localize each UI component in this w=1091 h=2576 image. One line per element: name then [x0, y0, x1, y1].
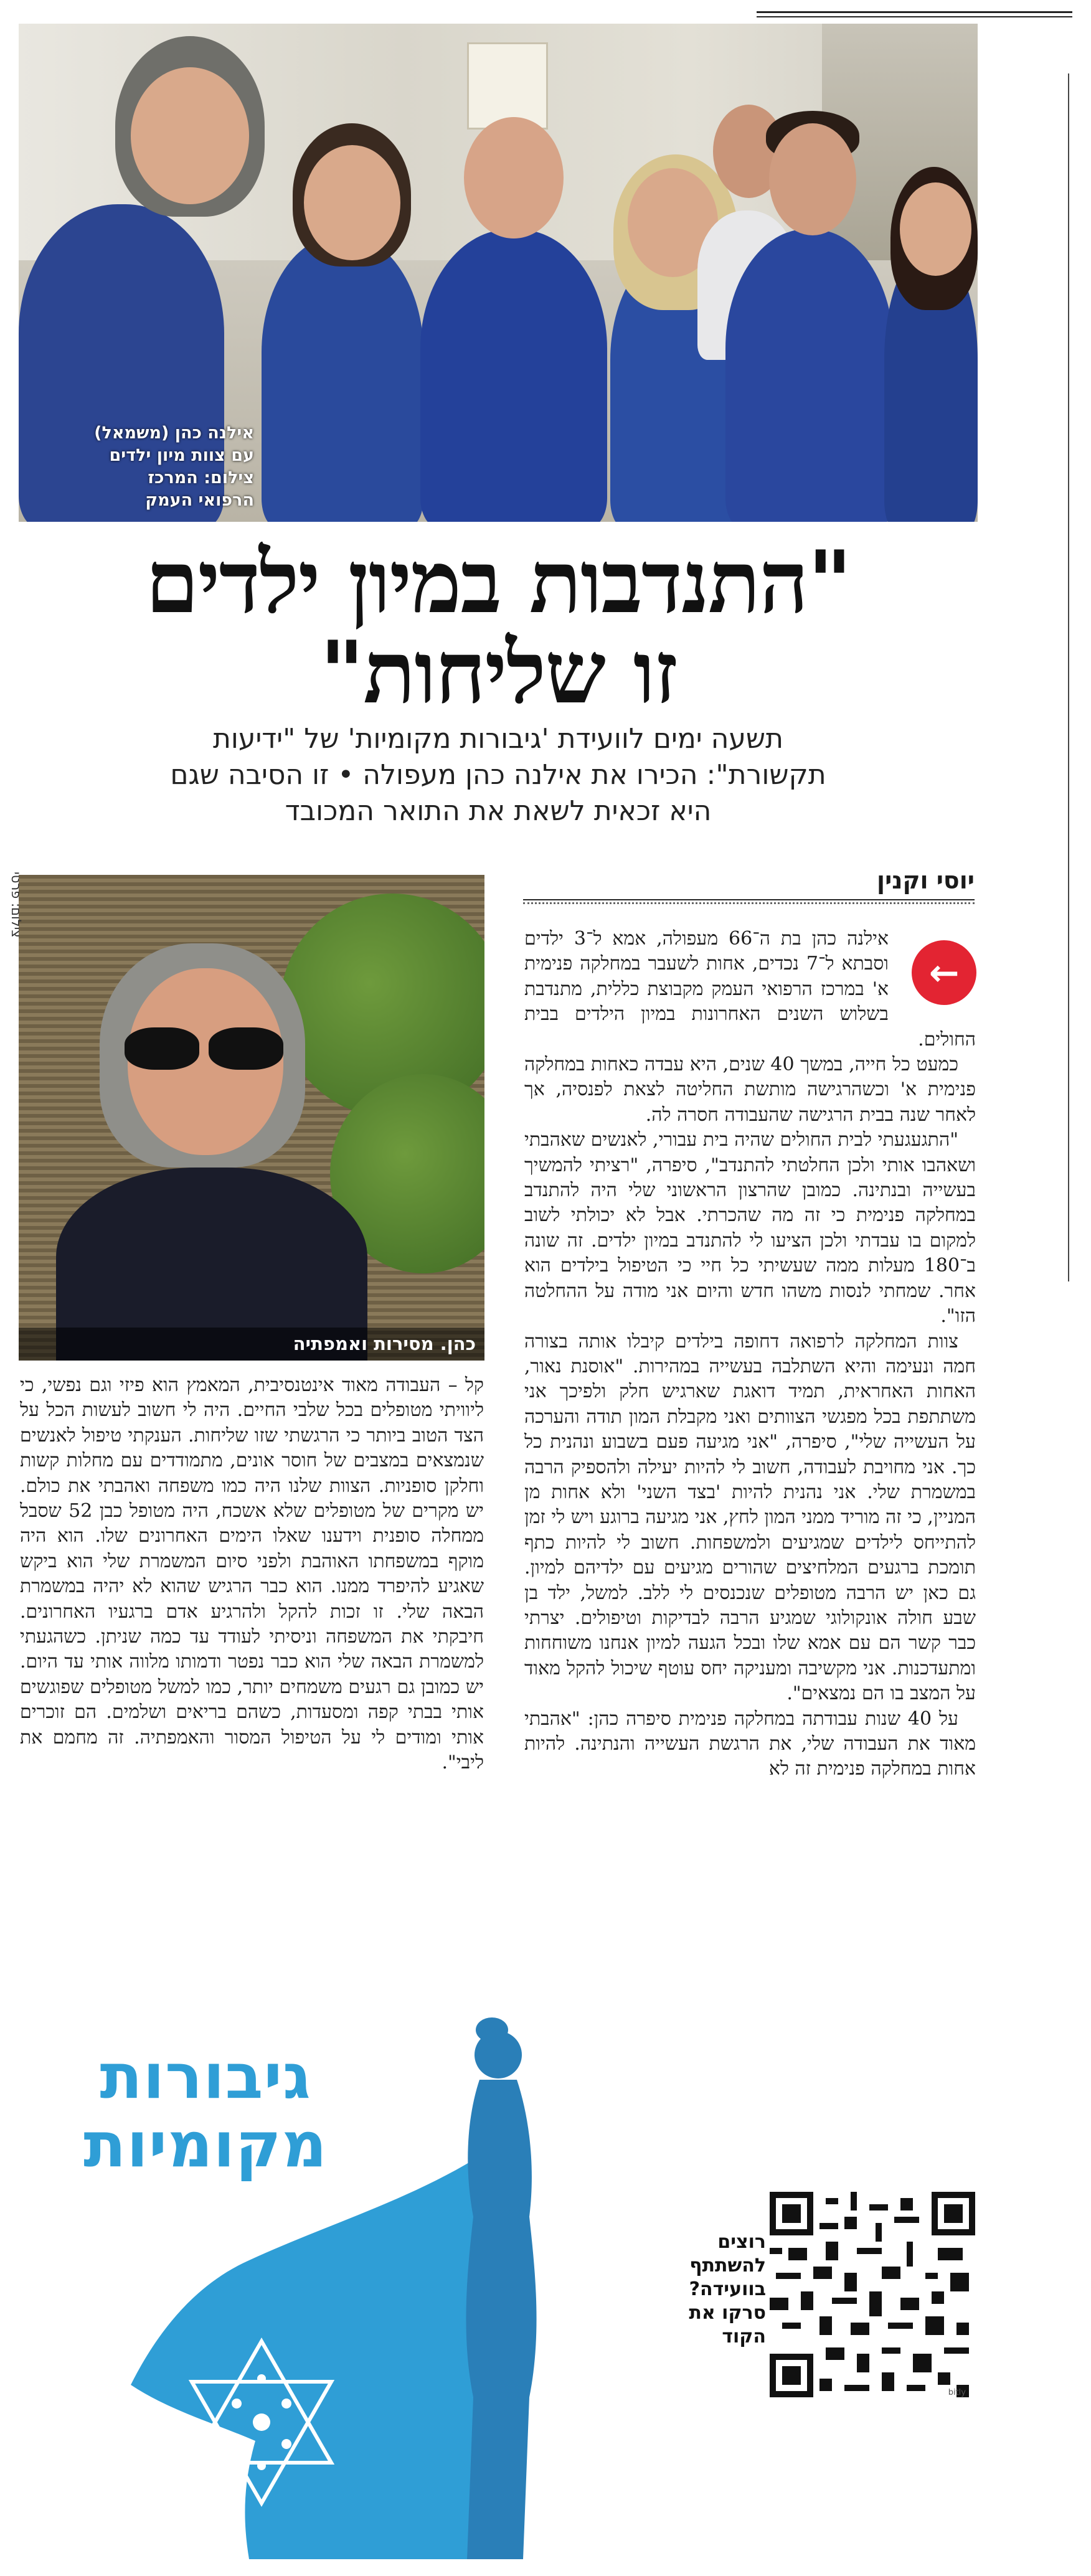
person-6-head: [769, 123, 856, 235]
portrait-photo: [19, 875, 484, 1361]
person-2-head: [304, 145, 400, 260]
person-ilana-head: [131, 67, 249, 204]
article-paragraph-3: "התגעגעתי לבית החולים שהיה בית עבורי, לאנשים שאהבתי ושאהבו אותי ולכן החלטתי להתנדב", סיפרה, "רציתי להמשיך בעשייה ובנתינה. כמובן שהרצון הראשוני שלי היה להתנדב במחלקה פנימית כי זה מה שהכרתי. אבל לא יכולתי לשוב למקום בו עבדתי ולכן הציעו לי להתנדב במיון ילדים. זה שונה ב־180 מעלות ממה שעשיתי כל חיי כי הטיפול בילדים הוא אחר. שמחתי לנסות משהו חדש והיום אני מודה על ההחלטה הזו".: [524, 1129, 976, 1328]
photo-caption-team: עם צוות מיון ילדים: [109, 446, 254, 465]
article-paragraph-6: קל – העבודה מאוד אינטנסיבית, המאמץ הוא פיזי וגם נפשי, כי ליוויתי מטופלים בכל שלבי החיים. היה לי חשוב לעשות הכל על הצד הטוב ביותר כי הרגשתי שזו שליחות. הענקתי טיפול לאנשים שנמצאים במצבים של חוסר אונים, מתמודדים עם מחלות קשות וחלקן סופניות. הצוות שלנו היה כמו משפחה ואהבתי את כולם. יש מקרים של מטופלים שלא אשכח, היה מטופל כבן 52 שסבל ממחלה סופנית וידענו שאלו הימים האחרונים שלו. הוא היה מוקף במשפחתו האוהבת ולפני סיום המשמרת שלי הוא ביקש שאגיע להיפרד ממנו. הוא כבר הרגיש שהוא לא יהיה במשמרת הבאה שלי. זו זכות להקל ולהרגיע אדם ברגעיו האחרונים. חיבקתי את המשפחה וניסיתי לעודד עד כמה שניתן. כשהגעתי למשמרת הבאה שלי הוא כבר נפטר ודמותו מלווה אותי עד היום. יש כמובן גם רגעים משמחים יותר, כמו למשל מטופלים שפוגשים אותי בבתי קפה ומסעדות, כשהם בריאים ושלמים. הם זוכרים אותי ומודים לי על הטיפול המסור והאמפתיה. זה מחמם את ליבי".: [20, 1374, 484, 1774]
qr-brand: bitly: [948, 2388, 966, 2397]
team-photo: [19, 24, 978, 522]
hero-illustration: [93, 2011, 623, 2559]
article-paragraph-4: צוות המחלקה לרפואה דחופה בילדים קיבלו אותה בצורה חמה ונעימה והיא השתלבה בעשייה במהירות. "אוסנת נאור, האחות האחראית, תמיד דואגת שארגיש חלק ולפיכך אני משתתפת בכל מפגשי הצוותים ואני מקבלת המון תודה והערכה על העשייה שלי", סיפרה, "אני מגיעה פעם בשבוע ונהנית כל כך. אני מחויבת לעבודה, חשוב לי להיות יעילה ולהספיק הרבה במשמרת שלי. אני נהנית להיות 'בצד השני' ולא אחות מן המניין, כי זה מוריד ממני המון לחץ, אני מגיעה ברוגע ויש לי זמן להתייחס לילדים שמגיעים ולמשפחות. חשוב לי להיות כתף תומכת ברגעים המלחיצים שהורים מגיעים עם ילדיהם למיון. גם כאן יש הרבה מטופלים שנכנסים לי ללב. למשל, ילד בן שבע חולה אונקולוגי שמגיע הרבה לבדיקות וטיפולים. יצרתי כבר קשר הם עם אמא שלו ובכל הגעה למיון אנחנו משוחחות ומתעדכנות. אני מקשיבה ומעניקה יחס עוטף שיכול להקל מאוד על המצב בו הם נמצאים".: [524, 1330, 976, 1705]
article-paragraph-1: [524, 927, 976, 1052]
portrait-caption: כהן. מסירות ואמפתיה: [19, 1328, 484, 1361]
qr-instructions: [623, 2230, 766, 2349]
photo-caption-credit: צילום: המרכז: [148, 468, 254, 488]
arrow-badge-spacer: [889, 927, 976, 1007]
hero-title-line-1: גיבורות: [100, 2040, 311, 2113]
headline-line-2: זו שליחות": [319, 621, 677, 723]
photo-caption: [42, 422, 254, 512]
article-paragraph-1-text: אילנה כהן בת ה־66 מעפולה, אמא ל־3 ילדים וסבתא ל־7 נכדים, אחות לשעבר במחלקה פנימית א' במרכז הרפואי העמק מקבוצת כללית, מתנדבת בשלוש השנים האחרונות במיון הילדים בבית החולים.: [524, 928, 976, 1050]
qr-text-line-4: סרקו את: [689, 2302, 766, 2324]
hero-cape: [131, 2148, 503, 2559]
headline-line-1: "התנדבות במיון ילדים: [145, 531, 851, 633]
person-6-body: [725, 229, 894, 522]
person-3-head: [464, 117, 564, 238]
qr-text-line-3: בוועידה?: [689, 2278, 766, 2300]
qr-text-line-5: הקוד: [722, 2326, 766, 2347]
byline: יוסי וקנין: [523, 867, 975, 900]
subhead-line-3: היא זכאית לשאת את התואר המכובד: [285, 795, 712, 827]
photo-caption-credit2: הרפואי העמק: [145, 491, 254, 510]
article-paragraph-2: כמעט כל חייה, במשך 40 שנים, היא עבדה כאחות במחלקה פנימית א' וכשהרגישה מותשת החליטה לצאת לפנסיה, אך לאחר שנה בבית הרגישה שהעבודה חסרה לה.: [524, 1054, 976, 1126]
subhead-line-2: תקשורת": הכירו את אילנה כהן מעפולה • זו הסיבה שגם: [170, 759, 826, 791]
person-2-body: [262, 235, 423, 522]
top-rule-2: [757, 16, 1072, 17]
sunglasses-left-icon: [125, 1027, 199, 1070]
sunglasses-right-icon: [209, 1027, 283, 1070]
article-paragraph-5: על 40 שנות עבודתה במחלקה פנימית סיפרה כהן: "אהבתי מאוד את העבודה שלי, את הרגשת העשייה והנתינה. להיות אחות במחלקה פנימית זה לא: [524, 1707, 976, 1780]
hero-hair-bun: [476, 2017, 508, 2042]
byline-divider: [523, 902, 975, 904]
person-3-body: [420, 229, 607, 522]
article-column-left: [20, 1373, 484, 2039]
wall-sign: [467, 42, 548, 130]
hero-title-line-2: מקומיות: [83, 2108, 328, 2181]
qr-code-icon[interactable]: [770, 2192, 975, 2397]
photo-caption-name: אילנה כהן (משמאל): [94, 423, 254, 443]
qr-text-line-2: להשתתף: [689, 2255, 766, 2276]
hero-figure: [466, 2080, 536, 2559]
subhead-line-1: תשעה ימים לוועידת 'גיבורות מקומיות' של "ידיעות: [213, 723, 783, 755]
qr-text-line-1: רוצים: [717, 2231, 766, 2253]
person-7-head: [900, 182, 971, 276]
arrow-left-icon: ←: [912, 940, 976, 1005]
vertical-rule: [1068, 73, 1069, 1281]
portrait-credit: צילום: פרטי: [9, 872, 24, 938]
top-rule-1: [757, 11, 1072, 13]
